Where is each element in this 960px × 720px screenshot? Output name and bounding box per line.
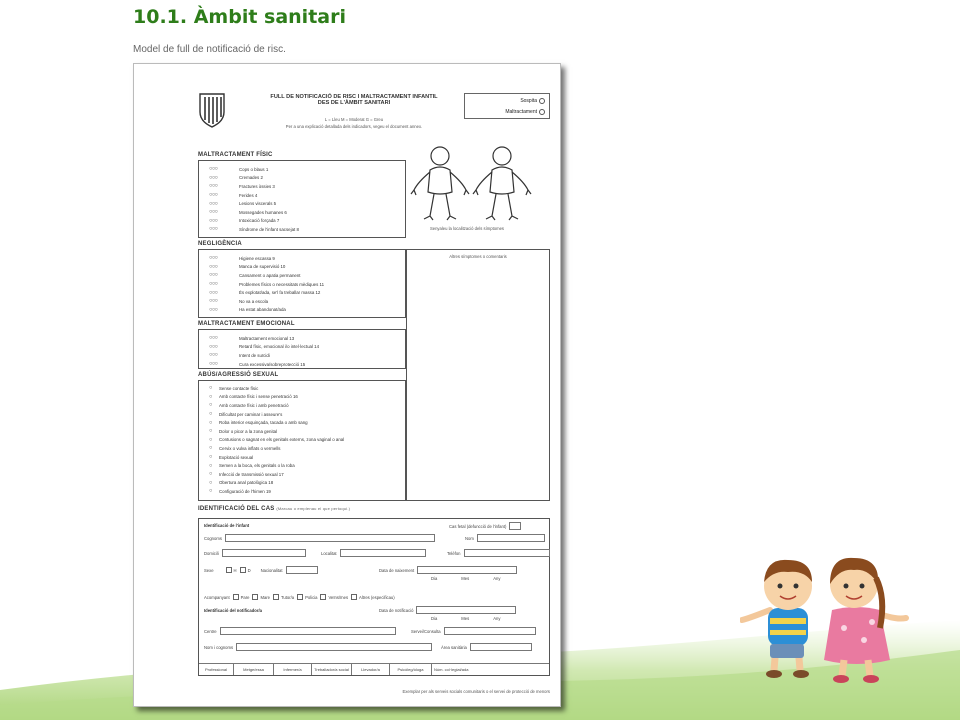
indicator-item[interactable] [209, 461, 405, 470]
indicator-label: Explotació sexual [219, 454, 254, 460]
indicator-item[interactable] [209, 225, 405, 234]
indicator-label: No va a escola [239, 298, 269, 304]
form-footer: Exemplar per als serveis socials comunitaris o el servei de protecció de menors [402, 689, 550, 694]
indicator-item[interactable] [209, 393, 405, 402]
notification-form [133, 63, 561, 707]
body-diagram-icon [408, 146, 538, 226]
page-subtitle: Model de full de notificació de risc. [133, 44, 286, 55]
indicator-item[interactable] [209, 208, 405, 217]
indicator-item[interactable] [209, 360, 405, 369]
severity-radio-icon[interactable]: ○○○ [209, 361, 218, 368]
indicator-label: Intoxicació forçada 7 [239, 218, 280, 224]
indicator-label: Contusions o sagnat en els genitals externs, zona vaginal o anal [219, 437, 345, 443]
form-header [244, 94, 464, 107]
sex-row: Sexe H D Nacionalitat [204, 566, 318, 574]
address-field[interactable] [222, 549, 306, 557]
severity-radio-icon[interactable]: ○○○ [209, 209, 218, 216]
indicator-item[interactable] [209, 254, 405, 263]
severity-radio-icon[interactable]: ○ [209, 411, 213, 418]
notifier-label: Identificació del notificador/a [204, 608, 262, 613]
suspect-option[interactable]: Sospita [469, 96, 545, 107]
companion-checkbox[interactable] [320, 594, 326, 600]
boy-figure [742, 560, 812, 678]
profession-label: Professional [199, 664, 234, 675]
surnames-row: Cognoms [204, 534, 435, 542]
service-row: Servei/Consulta [411, 627, 536, 635]
indicator-label: Semen a la boca, els genitals o la roba [219, 463, 295, 469]
child-id-label: Identificació de l'infant [204, 523, 250, 528]
profession-option[interactable]: Infermer/a [274, 664, 312, 675]
indicator-label: Obertura anal patològica 18 [219, 480, 274, 486]
severity-radio-icon[interactable]: ○ [209, 402, 213, 409]
profession-option[interactable]: Psicòleg/òloga [390, 664, 432, 675]
indicator-label: Roba interior esquinçada, tacada o amb sang [219, 420, 308, 426]
indicator-item[interactable] [209, 351, 405, 360]
indicator-label: És explotat/ada, se'l fa treballar massa 12 [239, 290, 321, 296]
indicator-label: Amb contacte físic i amb penetració [219, 402, 289, 408]
indicator-label: Cura excessiva/sobreprotecció 15 [239, 361, 306, 367]
severity-radio-icon[interactable]: ○○○ [209, 255, 218, 262]
companion-checkbox[interactable] [233, 594, 239, 600]
birthdate-field[interactable] [417, 566, 517, 574]
section-physical-title: MALTRACTAMENT FÍSIC [198, 152, 273, 158]
profession-option[interactable]: Treballador/a social [312, 664, 352, 675]
sex-m-checkbox[interactable] [226, 567, 232, 573]
indicator-item[interactable] [209, 479, 405, 488]
indicator-label: Cervix o vulva inflats o vermells [219, 445, 281, 451]
severity-radio-icon[interactable]: ○○○ [209, 174, 218, 181]
indicator-item[interactable] [209, 453, 405, 462]
severity-radio-icon[interactable]: ○○○ [209, 335, 218, 342]
indicator-label: Higiene escassa 9 [239, 255, 275, 261]
indicator-label: Amb contacte físic i sense penetració 16 [219, 394, 298, 400]
section-neglect-title: NEGLIGÈNCIA [198, 241, 242, 247]
section-emotional-title: MALTRACTAMENT EMOCIONAL [198, 321, 295, 327]
indicator-label: Infecció de transmissió sexual 17 [219, 471, 284, 477]
indicator-item[interactable] [209, 436, 405, 445]
center-row: Centre [204, 627, 396, 635]
fetal-case: Cas fetal (defuncció de l'infant) [449, 522, 521, 530]
radio-icon [539, 98, 545, 104]
indicator-label: Cremades 2 [239, 175, 263, 181]
severity-radio-icon[interactable]: ○ [209, 445, 213, 452]
notif-date-field[interactable] [416, 606, 516, 614]
indicator-item[interactable] [209, 418, 405, 427]
legend-note: Per a una explicació detallada dels indicadors, vegeu el document annex. [285, 124, 423, 129]
section-id-title: IDENTIFICACIÓ DEL CAS (Marcau o emplenau el que pertoqui.) [198, 506, 351, 512]
indicator-item[interactable] [209, 174, 405, 183]
severity-radio-icon[interactable]: ○○○ [209, 200, 218, 207]
indicator-item[interactable] [209, 182, 405, 191]
girl-figure [824, 558, 906, 683]
companion-checkbox[interactable] [351, 594, 357, 600]
companion-checkbox[interactable] [252, 594, 258, 600]
surnames-field[interactable] [225, 534, 435, 542]
locality-row: Localitat [321, 549, 426, 557]
severity-radio-icon[interactable]: ○○○ [209, 281, 218, 288]
indicator-item[interactable] [209, 263, 405, 272]
name-field[interactable] [477, 534, 545, 542]
profession-row [199, 663, 549, 675]
sex-f-checkbox[interactable] [240, 567, 246, 573]
indicator-label: Intent de suïcidi [239, 352, 270, 358]
severity-radio-icon[interactable]: ○ [209, 385, 213, 392]
section-sexual-title: ABÚS/AGRESSIÓ SEXUAL [198, 372, 279, 378]
severity-radio-icon[interactable]: ○○○ [209, 166, 218, 173]
severity-radio-icon[interactable]: ○ [209, 471, 213, 478]
severity-radio-icon[interactable]: ○ [209, 419, 213, 426]
indicator-label: Mossegades humanes 6 [239, 209, 287, 215]
profession-option[interactable]: Metge/essa [234, 664, 274, 675]
indicator-item[interactable] [209, 427, 405, 436]
abuse-option[interactable]: Maltractament [469, 107, 545, 118]
severity-radio-icon[interactable]: ○○○ [209, 183, 218, 190]
section-emotional [198, 329, 406, 369]
indicator-label: Maltractament emocional 13 [239, 335, 295, 341]
indicator-item[interactable] [209, 444, 405, 453]
indicator-item[interactable] [209, 384, 405, 393]
severity-radio-icon[interactable]: ○○○ [209, 343, 218, 350]
severity-radio-icon[interactable]: ○○○ [209, 298, 218, 305]
severity-radio-icon[interactable]: ○○○ [209, 217, 218, 224]
companions-row: Acompanyant Pare Mare Tutor/a Policia Veïns/ïnes Altres (especificau) [204, 594, 395, 600]
form-header-line2: DES DE L'ÀMBIT SANITARI [317, 100, 391, 107]
section-neglect [198, 249, 406, 318]
severity-legend: L = Lleu M = Moderat G = Greu [324, 117, 384, 122]
severity-radio-icon[interactable]: ○ [209, 454, 213, 461]
section-physical [198, 160, 406, 238]
indicator-item[interactable] [209, 410, 405, 419]
nationality-field[interactable] [286, 566, 318, 574]
center-field[interactable] [220, 627, 396, 635]
collegiate-cell[interactable]: Núm. col·legiat/ada [434, 667, 469, 672]
area-field[interactable] [470, 643, 532, 651]
notif-date-row: Data de notificació [379, 606, 516, 614]
companion-checkbox[interactable] [297, 594, 303, 600]
severity-radio-icon[interactable]: ○ [209, 488, 213, 495]
case-identification [198, 518, 550, 676]
severity-radio-icon[interactable]: ○○○ [209, 352, 218, 359]
severity-radio-icon[interactable]: ○○○ [209, 306, 218, 313]
indicator-item[interactable] [209, 470, 405, 479]
indicator-item[interactable] [209, 334, 405, 343]
indicator-label: Manca de supervisió 10 [239, 264, 286, 270]
companion-checkbox[interactable] [273, 594, 279, 600]
indicator-label: Cansament o apatia permanent [239, 272, 301, 278]
area-row: Àrea sanitària [441, 643, 532, 651]
severity-radio-icon[interactable]: ○ [209, 462, 213, 469]
indicator-item[interactable] [209, 165, 405, 174]
indicator-item[interactable] [209, 288, 405, 297]
indicator-item[interactable] [209, 199, 405, 208]
indicator-label: Configuració de l'himen 19 [219, 488, 271, 494]
page-title: 10.1. Àmbit sanitari [133, 6, 346, 28]
form-header-line1: FULL DE NOTIFICACIÓ DE RISC I MALTRACTAMENT INFANTIL [270, 94, 438, 100]
indicator-item[interactable] [209, 280, 405, 289]
indicator-item[interactable] [209, 191, 405, 200]
name-surnames-row: Nom i cognoms [204, 643, 432, 651]
indicator-label: Ferides 4 [239, 192, 258, 198]
indicator-item[interactable] [209, 487, 405, 496]
indicator-item[interactable] [209, 306, 405, 315]
severity-radio-icon[interactable]: ○○○ [209, 263, 218, 270]
name-row: Nom [465, 534, 545, 542]
phone-row: Telèfon [447, 549, 550, 557]
coat-of-arms-icon [198, 92, 226, 128]
indicator-item[interactable] [209, 401, 405, 410]
severity-radio-icon[interactable]: ○ [209, 436, 213, 443]
indicator-label: Fractures òssies 3 [239, 183, 275, 189]
profession-option[interactable]: Llevador/a [352, 664, 390, 675]
fetal-case-field[interactable] [509, 522, 521, 530]
severity-radio-icon[interactable]: ○○○ [209, 226, 218, 233]
phone-field[interactable] [464, 549, 550, 557]
birthdate-parts: Dia Mes Any [431, 576, 501, 581]
severity-radio-icon[interactable]: ○ [209, 479, 213, 486]
indicator-label: Ha estat abandonat/ada [239, 307, 286, 313]
severity-radio-icon[interactable]: ○○○ [209, 272, 218, 279]
radio-icon [539, 109, 545, 115]
indicator-item[interactable] [209, 297, 405, 306]
indicator-label: Dolor o picor a la zona genital [219, 428, 278, 434]
indicator-label: Problemes físics o necessitats mèdiques 11 [239, 281, 325, 287]
indicator-label: Lesions viscerals 5 [239, 201, 277, 207]
section-sexual [198, 380, 406, 501]
suspect-box [464, 93, 550, 119]
children-illustration [740, 548, 910, 688]
comments-box[interactable] [406, 249, 550, 501]
indicator-item[interactable] [209, 271, 405, 280]
birthdate-row: Data de naixement [379, 566, 517, 574]
notifier-name-field[interactable] [236, 643, 432, 651]
severity-radio-icon[interactable]: ○ [209, 393, 213, 400]
address-row: Domicili [204, 549, 306, 557]
severity-radio-icon[interactable]: ○○○ [209, 289, 218, 296]
indicator-label: Cops o blaus 1 [239, 166, 269, 172]
service-field[interactable] [444, 627, 536, 635]
indicator-label: Retard físic, emocional i/o intel·lectual 14 [239, 344, 320, 350]
comments-title: Altres símptomes o comentaris [449, 254, 507, 259]
indicator-label: Sense contacte físic [219, 385, 259, 391]
body-caption: Senyaleu la localització dels símptomes [429, 226, 504, 231]
indicator-label: Síndrome de l'infant sacsejat 8 [239, 226, 299, 232]
locality-field[interactable] [340, 549, 426, 557]
indicator-label: Dificultat per caminar i asseure's [219, 411, 283, 417]
indicator-item[interactable] [209, 217, 405, 226]
severity-radio-icon[interactable]: ○○○ [209, 192, 218, 199]
indicator-item[interactable] [209, 343, 405, 352]
severity-radio-icon[interactable]: ○ [209, 428, 213, 435]
notif-date-parts: Dia Mes Any [431, 616, 501, 621]
